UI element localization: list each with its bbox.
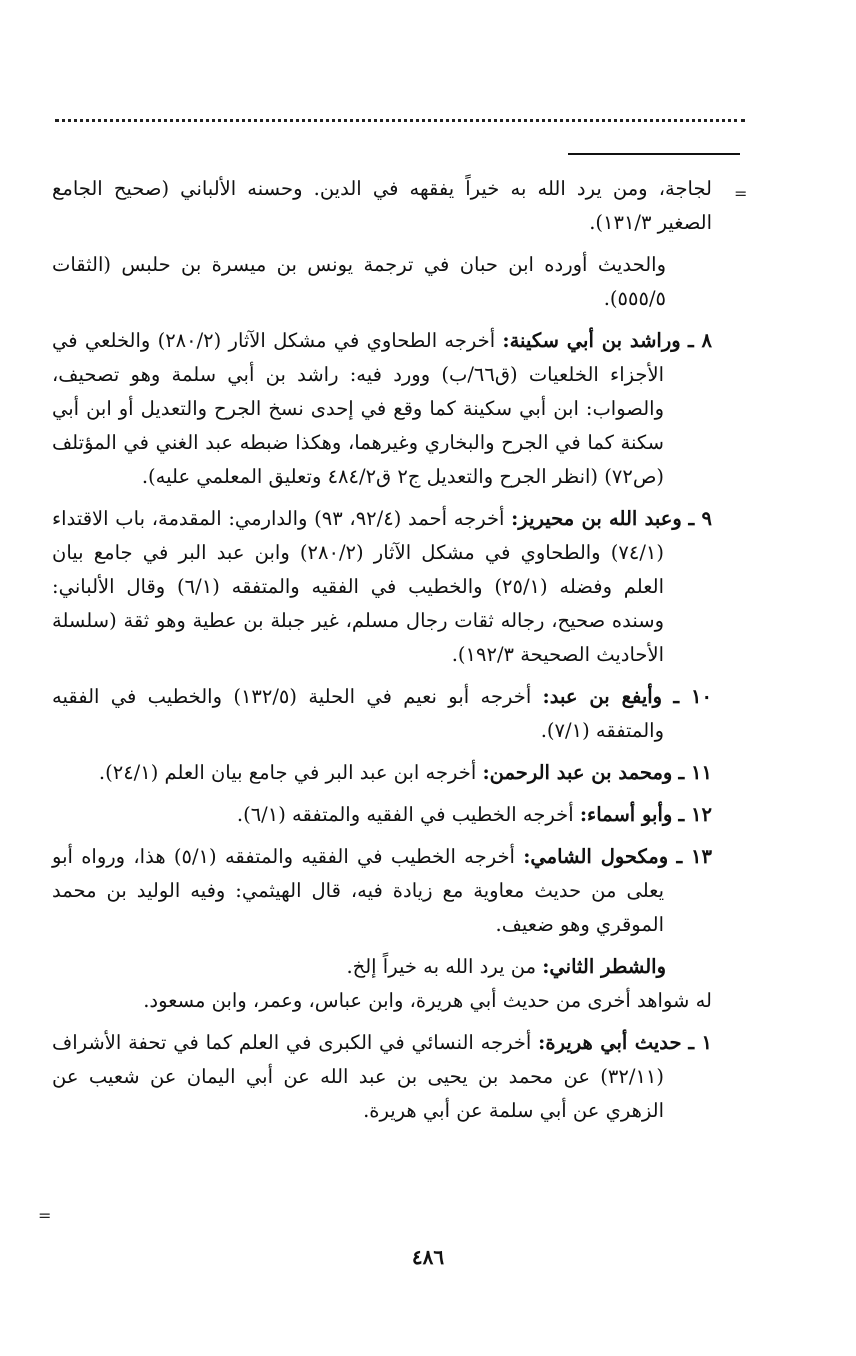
entry-10 bbox=[52, 680, 712, 748]
entry-number: ٩ ـ bbox=[688, 507, 712, 530]
entry-13 bbox=[52, 840, 712, 942]
intro-line-2: والحديث أورده ابن حبان في ترجمة يونس بن ميسرة بن حلبس (الثقات ٥٥٥/٥). bbox=[52, 253, 666, 310]
entry-number: ١٣ ـ bbox=[676, 845, 712, 868]
second-part-text: من يرد الله به خيراً إلخ. bbox=[346, 955, 543, 978]
side-mark-bottom: = bbox=[38, 1206, 52, 1225]
intro-line-1: لجاجة، ومن يرد الله به خيراً يفقهه في الدين. وحسنه الألباني (صحيح الجامع الصغير ١٣١/٣). bbox=[52, 177, 712, 234]
side-mark-top: = bbox=[734, 184, 748, 203]
entry-text: أخرجه ابن عبد البر في جامع بيان العلم (٢٤/١). bbox=[98, 761, 483, 784]
entry-text: أخرجه الطحاوي في مشكل الآثار (٢٨٠/٢) والخلعي في الأجزاء الخلعيات (ق٦٦/ب) وورد فيه: راشد بن أبي سلمة وهو تصحيف، والصواب: ابن أبي سكينة كما وقع في إحدى نسخ الجرح والتعديل أو ابن أبي سكنة كما في الجرح والبخاري وغيرهما، وهكذا ضبطه عبد الغني في المؤتلف (ص٧٢) (انظر الجرح والتعديل ج٢ ق٤٨٤/٢ وتعليق المعلمي عليه). bbox=[52, 329, 664, 488]
entry-number: ١٢ ـ bbox=[678, 803, 712, 826]
second-part bbox=[52, 950, 712, 984]
entry-8 bbox=[52, 324, 712, 494]
narrator-name: وعبد الله بن محيريز: bbox=[511, 507, 682, 530]
second-part-label: والشطر الثاني: bbox=[542, 955, 666, 978]
entry-text: أخرجه أحمد (٩٢/٤، ٩٣) والدارمي: المقدمة، باب الاقتداء (٧٤/١) والطحاوي في مشكل الآثار (٢٨٠/٢) وابن عبد البر في جامع بيان العلم وفضله (٢٥/١) والخطيب في الفقيه والمتفقه (٦/١) وقال الألباني: وسنده صحيح، رجاله ثقات رجال مسلم، غير جبلة بن عطية وهو ثقة (سلسلة الأحاديث الصحيحة ١٩٢/٣). bbox=[52, 507, 664, 666]
entry-number: ٨ ـ bbox=[687, 329, 712, 352]
dotted-separator bbox=[55, 119, 745, 134]
entry-text: أخرجه النسائي في الكبرى في العلم كما في تحفة الأشراف (٣٢/١١) عن محمد بن يحيى بن عبد الله عن أبي اليمان عن شعيب عن الزهري عن أبي سلمة عن أبي هريرة. bbox=[52, 1031, 664, 1122]
witnesses-line: له شواهد أخرى من حديث أبي هريرة، وابن عباس، وعمر، وابن مسعود. bbox=[143, 989, 712, 1012]
entry-12 bbox=[52, 798, 712, 832]
narrator-name: حديث أبي هريرة: bbox=[538, 1031, 682, 1054]
entry-text: أخرجه الخطيب في الفقيه والمتفقه (٦/١). bbox=[236, 803, 580, 826]
narrator-name: وراشد بن أبي سكينة: bbox=[502, 329, 681, 352]
narrator-name: ومكحول الشامي: bbox=[523, 845, 669, 868]
entry-11 bbox=[52, 756, 712, 790]
footnote-rule bbox=[568, 153, 740, 155]
entry-9 bbox=[52, 502, 712, 672]
narrator-name: ومحمد بن عبد الرحمن: bbox=[482, 761, 673, 784]
entry-number: ١١ ـ bbox=[678, 761, 712, 784]
entry-text: أخرجه أبو نعيم في الحلية (١٣٢/٥) والخطيب في الفقيه والمتفقه (٧/١). bbox=[52, 685, 664, 742]
entry-number: ١٠ ـ bbox=[673, 685, 712, 708]
narrator-name: وأيفع بن عبد: bbox=[542, 685, 663, 708]
entry-text: أخرجه الخطيب في الفقيه والمتفقه (٥/١) هذا، ورواه أبو يعلى من حديث معاوية مع زيادة فيه، قال الهيثمي: وفيه الوليد بن محمد الموقري وهو ضعيف. bbox=[52, 845, 664, 936]
entry-number: ١ ـ bbox=[688, 1031, 713, 1054]
final-entry bbox=[52, 1026, 712, 1128]
page-body bbox=[52, 172, 712, 1136]
narrator-name: وأبو أسماء: bbox=[579, 803, 673, 826]
page-number: ٤٨٦ bbox=[411, 1245, 445, 1269]
